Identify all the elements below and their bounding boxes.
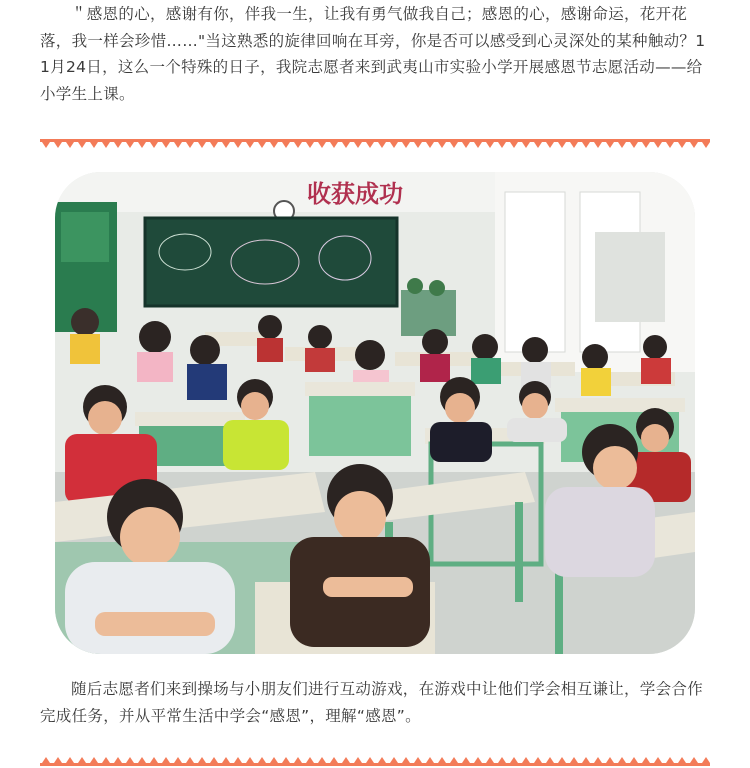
followup-paragraph: 随后志愿者们来到操场与小朋友们进行互动游戏，在游戏中让他们学会相互谦让，学会合作完成任务，并从平常生活中学会“感恩”，理解“感恩”。	[40, 680, 704, 725]
classroom-banner: 收获成功	[307, 182, 403, 208]
intro-paragraph: ＂感恩的心，感谢有你，伴我一生，让我有勇气做我自己；感恩的心，感谢命运，花开花落，我一样会珍惜……"当这熟悉的旋律回响在耳旁，你是否可以感受到心灵深处的某种触动？11月24日，这么一个特殊的日子，我院志愿者来到武夷山市实验小学开展感恩节志愿活动——给小学生上课。	[40, 5, 706, 103]
classroom-photo	[55, 172, 695, 654]
zigzag-divider-top	[40, 139, 710, 151]
zigzag-divider-bottom	[40, 754, 710, 766]
